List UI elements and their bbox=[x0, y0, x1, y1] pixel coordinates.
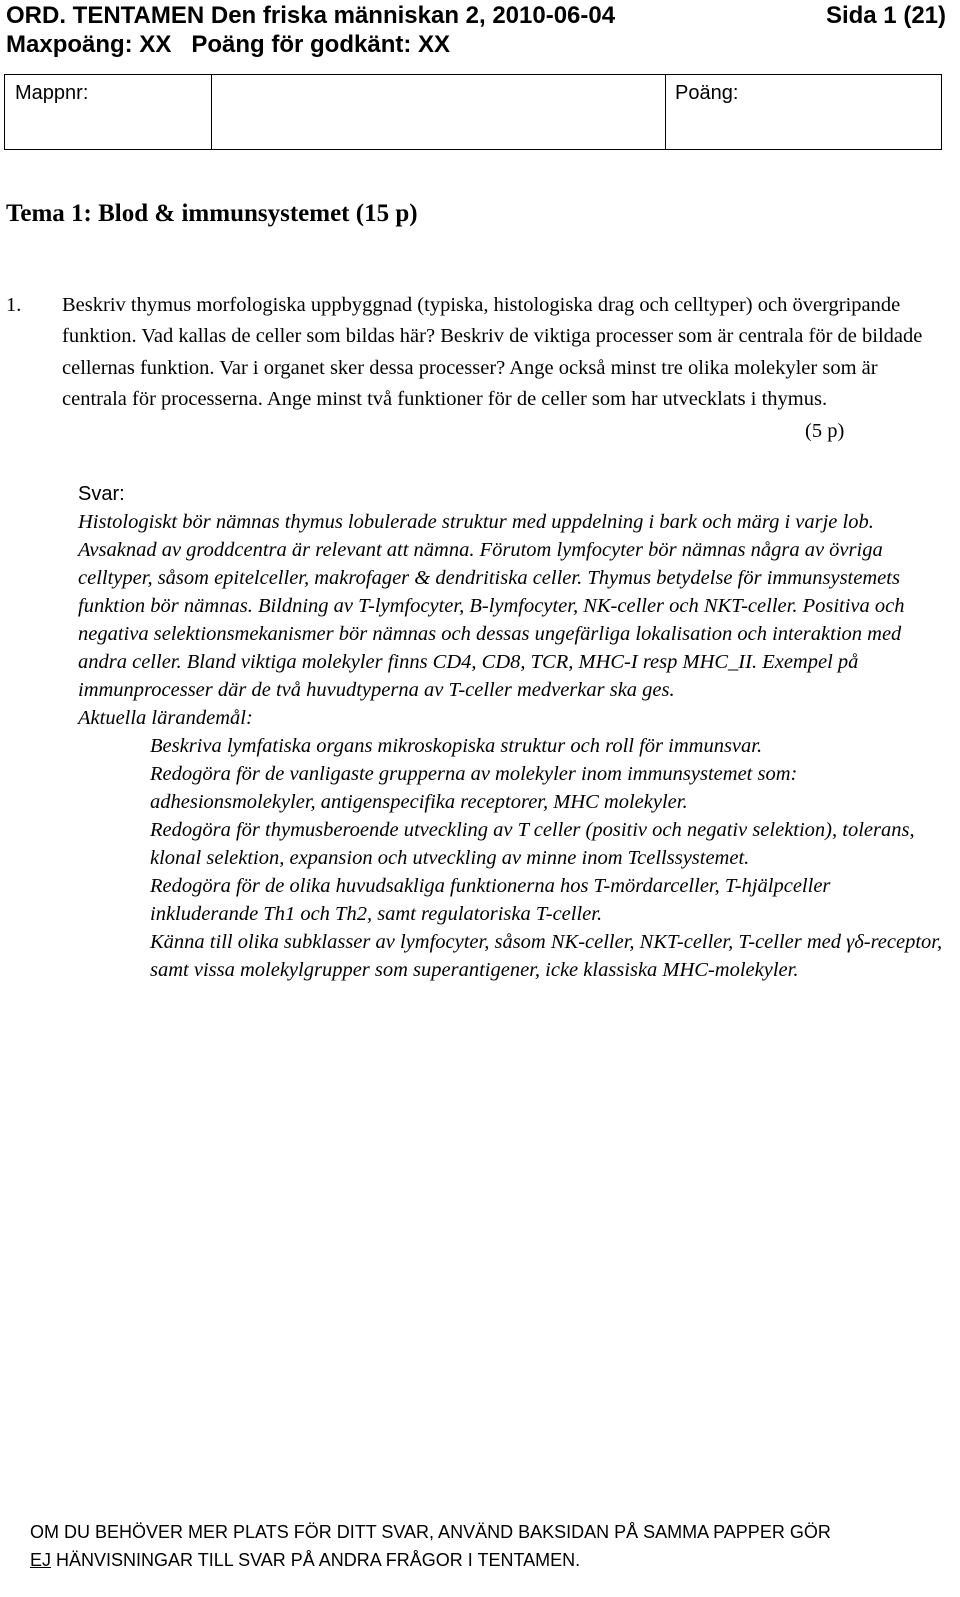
footer-line-2-text: HÄNVISNINGAR TILL SVAR PÅ ANDRA FRÅGOR I TENTAMEN. bbox=[51, 1550, 581, 1570]
exam-header bbox=[6, 2, 946, 30]
page-number: Sida 1 (21) bbox=[825, 2, 946, 29]
box-divider bbox=[211, 75, 212, 149]
question-text: Beskriv thymus morfologiska uppbyggnad (typiska, histologiska drag och celltyper) och övergripande funktion. Vad kallas de celler som bildas här? Beskriv de viktiga processer som är centrala för de bildade cellernas funktion. Var i organet sker dessa processer? Ange också minst tre olika molekyler som är centrala för processerna. Ange minst två funktioner för de celler som har utvecklats i thymus. bbox=[62, 294, 923, 411]
learning-goal: Redogöra för de vanligaste grupperna av molekyler inom immunsystemet som: adhesionsmolekyler, antigenspecifika receptorer, MHC molekyler. bbox=[150, 763, 798, 813]
theme-heading: Tema 1: Blod & immunsystemet (15 p) bbox=[6, 200, 418, 227]
poang-label: Poäng: bbox=[675, 82, 739, 104]
footer-line-2 bbox=[30, 1546, 940, 1574]
learning-goal: Redogöra för thymusberoende utveckling av T celler (positiv och negativ selektion), tolerans, klonal selektion, expansion och utveckling av minne inom Tcellssystemet. bbox=[150, 819, 915, 869]
box-divider bbox=[665, 75, 666, 149]
learning-goal: Redogöra för de olika huvudsakliga funktionerna hos T-mördarceller, T-hjälpceller bbox=[150, 875, 831, 897]
exam-title: ORD. TENTAMEN Den friska människan 2, 2010-06-04 bbox=[6, 2, 616, 29]
footer-line-1: OM DU BEHÖVER MER PLATS FÖR DITT SVAR, ANVÄND BAKSIDAN PÅ SAMMA PAPPER GÖR bbox=[30, 1522, 831, 1542]
learning-goals bbox=[150, 732, 948, 984]
learning-goal: Känna till olika subklasser av lymfocyter, såsom NK-celler, NKT-celler, T-celler med γδ-receptor, samt vissa molekylgrupper som superantigener, icke klassiska MHC-molekyler. bbox=[150, 931, 943, 981]
footer-ej: EJ bbox=[30, 1550, 52, 1570]
mappnr-label: Mappnr: bbox=[15, 82, 89, 104]
learning-goal: inkluderande Th1 och Th2, samt regulatoriska T-celler. bbox=[150, 903, 603, 925]
question-points: (5 p) bbox=[805, 420, 845, 442]
answer-section bbox=[78, 480, 948, 984]
student-info-box bbox=[4, 74, 942, 150]
goals-label: Aktuella lärandemål: bbox=[78, 707, 253, 729]
footer-instruction bbox=[30, 1518, 940, 1574]
learning-goal: Beskriva lymfatiska organs mikroskopiska struktur och roll för immunsvar. bbox=[150, 735, 763, 757]
question-number: 1. bbox=[6, 294, 22, 316]
max-points: Maxpoäng: XX Poäng för godkänt: XX bbox=[6, 31, 451, 58]
answer-label: Svar: bbox=[78, 483, 125, 505]
answer-text: Histologiskt bör nämnas thymus lobulerade struktur med uppdelning i bark och märg i varje lob. Avsaknad av groddcentra är relevant att nämna. Förutom lymfocyter bör nämnas några av övriga celltyper, såsom epitelceller, makrofager & dendritiska celler. Thymus betydelse för immunsystemets funktion bör nämnas. Bildning av T-lymfocyter, B-lymfocyter, NK-celler och NKT-celler. Positiva och negativa selektionsmekanismer bör nämnas och dessas ungefärliga lokalisation och interaktion med andra celler. Bland viktiga molekyler finns CD4, CD8, TCR, MHC-I resp MHC_II. Exempel på immunprocesser där de två huvudtyperna av T-celler medverkar ska ges. bbox=[78, 511, 905, 701]
question-1 bbox=[6, 290, 936, 442]
